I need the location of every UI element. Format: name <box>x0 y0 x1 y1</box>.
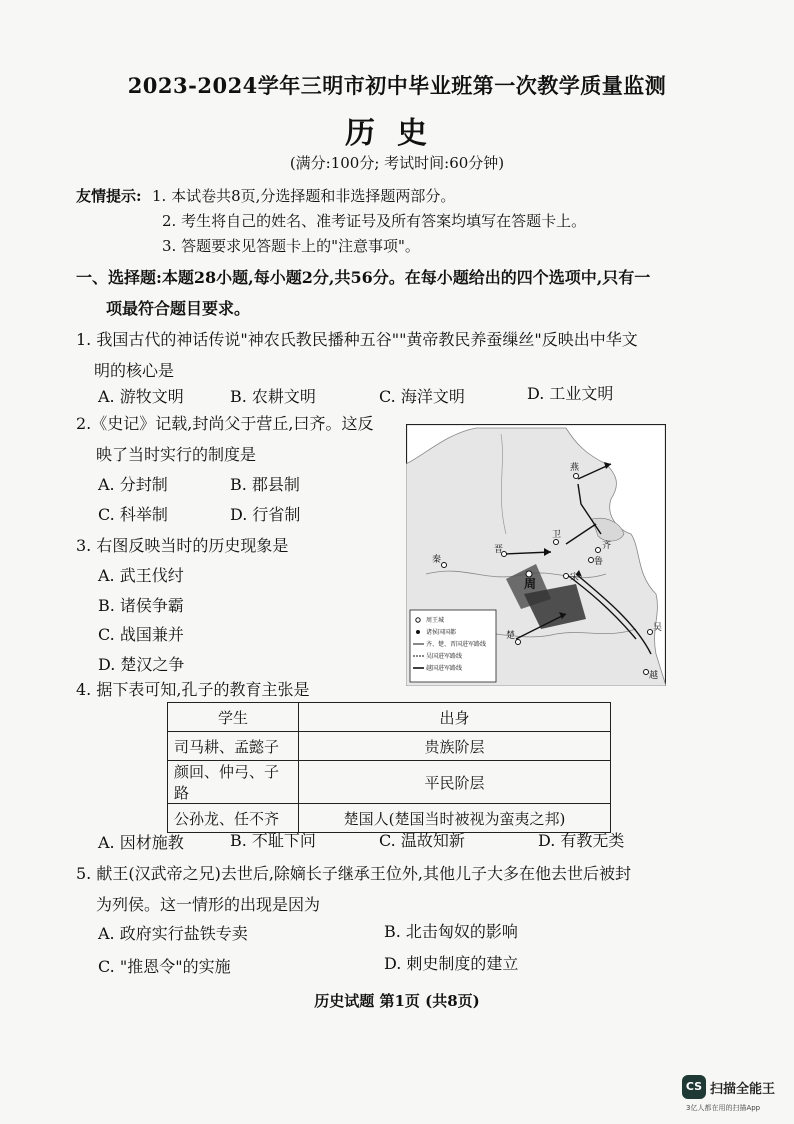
question-5-line2: 为列侯。这一情形的出现是因为 <box>96 895 321 914</box>
table-cell-origin: 楚国人(楚国当时被视为蛮夷之邦) <box>299 804 611 833</box>
tips-label: 友情提示: <box>76 187 142 205</box>
q3-option-b[interactable]: B. 诸侯争霸 <box>98 596 184 615</box>
q4-option-b[interactable]: B. 不耻下问 <box>230 831 316 850</box>
question-3: 3. 右图反映当时的历史现象是 <box>76 536 289 555</box>
marker-lu <box>589 558 594 563</box>
subject-title: 历史 <box>345 116 449 151</box>
q4-option-c[interactable]: C. 温故知新 <box>379 831 465 850</box>
legend-route-3: 越国进军路线 <box>426 665 463 672</box>
question-2-line2: 映了当时实行的制度是 <box>96 445 257 464</box>
label-chu: 楚 <box>506 631 516 641</box>
marker-qi <box>596 548 601 553</box>
question-1 <box>76 324 716 386</box>
q2-option-a[interactable]: A. 分封制 <box>98 475 168 494</box>
q5-option-a[interactable]: A. 政府实行盐铁专卖 <box>98 924 248 943</box>
exam-title: 2023-2024学年三明市初中毕业班第一次教学质量监测 <box>127 73 667 98</box>
label-jin: 晋 <box>494 545 504 555</box>
q4-option-a[interactable]: A. 因材施教 <box>98 833 184 852</box>
q4-table <box>167 702 611 833</box>
question-2-line1: 2.《史记》记载,封尚父于营丘,曰齐。这反 <box>76 414 374 433</box>
question-5-line1: 5. 献王(汉武帝之兄)去世后,除嫡长子继承王位外,其他儿子大多在他去世后被封 <box>76 864 632 883</box>
q4-option-d[interactable]: D. 有教无类 <box>538 831 625 850</box>
page-footer: 历史试题 第1页 (共8页) <box>314 992 480 1010</box>
q1-option-b[interactable]: B. 农耕文明 <box>230 387 316 406</box>
scanner-app-slogan: 3亿人都在用的扫描App <box>686 1104 761 1112</box>
q5-option-c[interactable]: C. "推恩令"的实施 <box>98 957 231 976</box>
tip-3: 3. 答题要求见答题卡上的"注意事项"。 <box>162 237 420 255</box>
table-cell-origin: 平民阶层 <box>299 761 611 804</box>
section-heading-line1: 一、选择题:本题28小题,每小题2分,共56分。在每小题给出的四个选项中,只有一 <box>76 268 651 287</box>
label-qin: 秦 <box>432 555 442 565</box>
marker-chu <box>516 640 521 645</box>
table-cell-origin: 贵族阶层 <box>299 732 611 761</box>
scanner-app-name: 扫描全能王 <box>710 1082 776 1097</box>
table-header-student: 学生 <box>168 703 299 732</box>
table-cell-student: 公孙龙、任不齐 <box>168 804 299 833</box>
marker-yue <box>644 670 649 675</box>
exam-meta: (满分:100分; 考试时间:60分钟) <box>289 154 505 172</box>
question-1-line2: 明的核心是 <box>94 361 175 380</box>
q2-option-d[interactable]: D. 行省制 <box>230 505 301 524</box>
q1-option-a[interactable]: A. 游牧文明 <box>98 387 184 406</box>
table-row <box>168 761 611 804</box>
label-song: 宋 <box>570 573 580 583</box>
tip-1: 1. 本试卷共8页,分选择题和非选择题两部分。 <box>152 187 456 205</box>
table-row <box>168 732 611 761</box>
q3-option-c[interactable]: C. 战国兼并 <box>98 625 184 644</box>
legend-icon-capital <box>416 618 420 622</box>
table-header-row <box>168 703 611 732</box>
q2-option-c[interactable]: C. 科举制 <box>98 505 168 524</box>
label-wei: 卫 <box>552 530 562 540</box>
legend-icon-state <box>416 630 420 634</box>
section-heading-line2: 项最符合题目要求。 <box>106 299 251 318</box>
question-4: 4. 据下表可知,孔子的教育主张是 <box>76 680 310 699</box>
question-2 <box>76 408 406 470</box>
label-yue: 越 <box>649 671 659 681</box>
historical-map <box>406 424 666 686</box>
q3-option-a[interactable]: A. 武王伐纣 <box>98 566 184 585</box>
q2-option-b[interactable]: B. 郡县制 <box>230 475 300 494</box>
map-svg <box>406 424 666 686</box>
table-cell-student: 司马耕、孟懿子 <box>168 732 299 761</box>
marker-wu <box>648 630 653 635</box>
q1-option-c[interactable]: C. 海洋文明 <box>379 387 465 406</box>
legend-state: 诸侯国国都 <box>426 629 457 636</box>
question-5 <box>76 858 726 920</box>
marker-yan <box>574 474 579 479</box>
label-lu: 鲁 <box>594 557 604 567</box>
q5-option-d[interactable]: D. 刺史制度的建立 <box>384 954 519 973</box>
table-header-origin: 出身 <box>299 703 611 732</box>
label-wu: 吴 <box>653 623 663 633</box>
label-qi: 齐 <box>602 541 612 551</box>
question-1-line1: 1. 我国古代的神话传说"神农氏教民播种五谷""黄帝教民养蚕缫丝"反映出中华文 <box>76 330 638 349</box>
legend-route-1: 齐、楚、晋国进军路线 <box>426 641 487 648</box>
marker-song <box>564 574 569 579</box>
table-cell-student: 颜回、仲弓、子路 <box>168 761 299 804</box>
section-heading <box>76 262 716 324</box>
q5-option-b[interactable]: B. 北击匈奴的影响 <box>384 922 518 941</box>
marker-qin <box>442 563 447 568</box>
q1-option-d[interactable]: D. 工业文明 <box>527 384 614 403</box>
label-yan: 燕 <box>570 463 580 473</box>
legend-route-2: 吴国进军路线 <box>426 653 463 660</box>
scanner-logo-icon: CS <box>682 1075 706 1099</box>
q3-option-d[interactable]: D. 楚汉之争 <box>98 655 185 674</box>
legend-capital: 周王城 <box>426 617 445 624</box>
marker-wei <box>554 540 559 545</box>
tip-2: 2. 考生将自己的姓名、准考证号及所有答案均填写在答题卡上。 <box>162 212 587 230</box>
label-zhou: 周 <box>524 577 537 591</box>
